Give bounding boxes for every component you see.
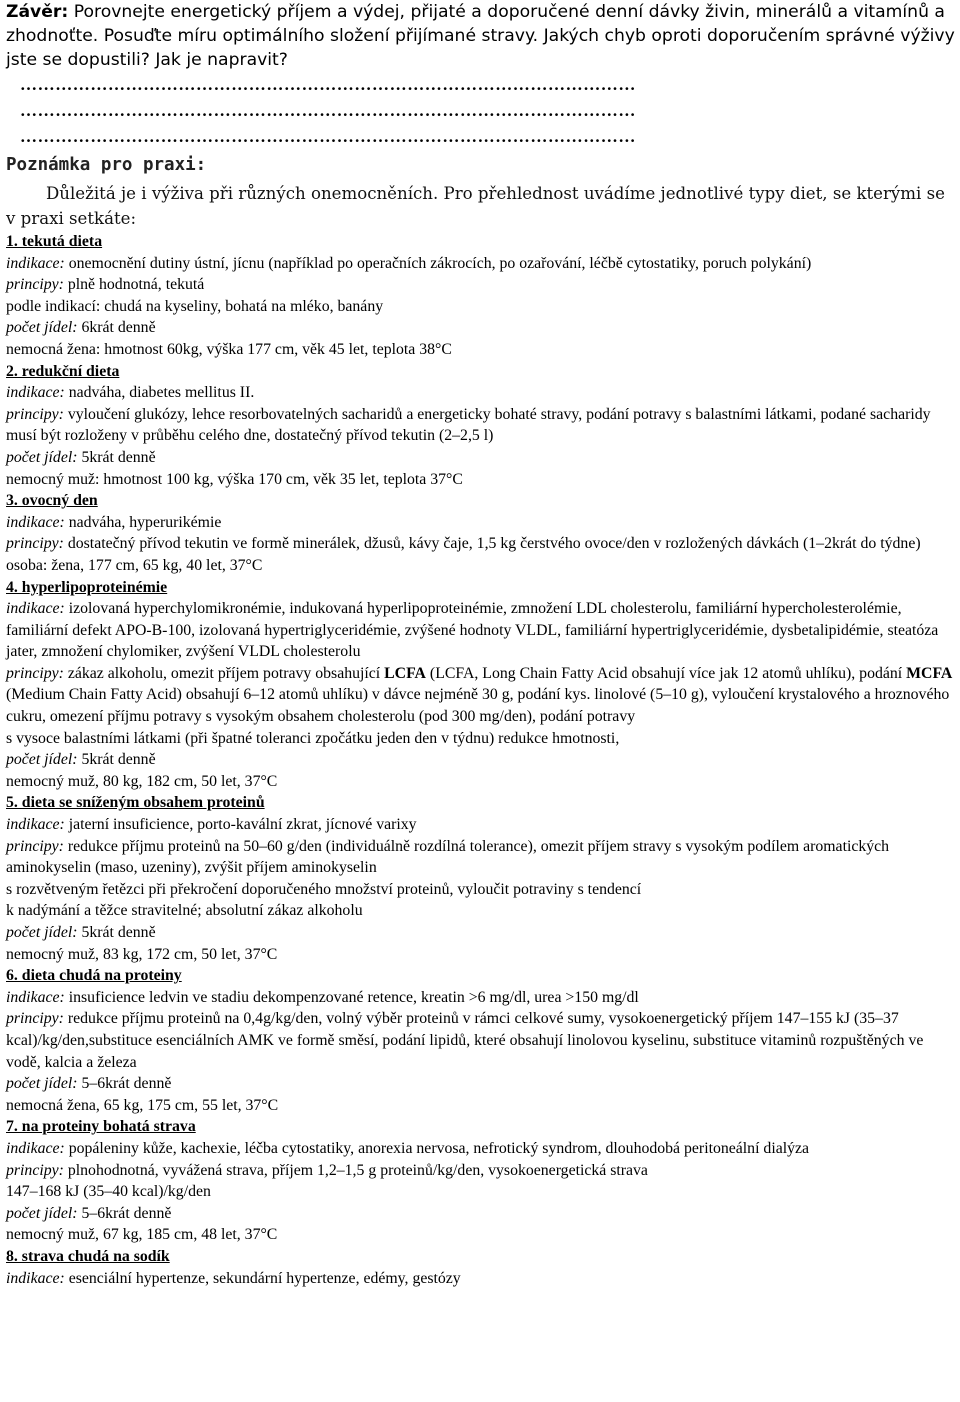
indication-label: indikace: <box>6 513 65 531</box>
meals-text: 5–6krát denně <box>77 1075 172 1093</box>
indication-text: izolovaná hyperchylomikronémie, indukovaná hyperlipoproteinémie, zmnožení LDL cholesterolu, familiární hypercholesterolémie, familiární defekt APO-B-100, izolovaná hypertriglyceridémie, zvýšené hodnoty VLDL, familiární hypertriglyceridémie, dysbetalipidémie, steatóza jater, zmnožení chylomiker, zvýšení VLDL cholesterolu <box>6 600 939 661</box>
indication-label: indikace: <box>6 988 65 1006</box>
principles-label: principy: <box>6 1010 64 1028</box>
indication-label: indikace: <box>6 384 65 402</box>
meals-label: počet jídel: <box>6 319 78 337</box>
conclusion-paragraph <box>6 0 956 72</box>
diet-title: 4. hyperlipoproteinémie <box>6 578 168 596</box>
conclusion-label: Závěr: <box>6 2 69 22</box>
note-intro <box>6 181 956 231</box>
meals-label: počet jídel: <box>6 924 78 941</box>
meals-text: 5krát denně <box>77 448 156 466</box>
principles-text: plně hodnotná, tekutá <box>63 276 205 294</box>
conclusion-text: Porovnejte energetický příjem a výdej, přijaté a doporučené denní dávky živin, minerálů a vitamínů a zhodnoťte. Posuďte míru optimálního složení přijímané stravy. Jakých chyb oproti doporučením správné výživy jste se dopustili? Jak je napravit? <box>6 2 955 70</box>
diet-indication <box>6 1268 956 1290</box>
meals-label: počet jídel: <box>6 1075 78 1093</box>
principles-label: principy: <box>6 664 64 682</box>
note-intro-text: Důležitá je i výživa při různých onemocněních. Pro přehlednost uvádíme jednotlivé typy diet, se kterými se v praxi setkáte: <box>6 184 945 228</box>
diet-meals <box>6 1203 956 1225</box>
indication-label: indikace: <box>6 600 65 618</box>
diet-principles <box>6 533 956 555</box>
diet-principles <box>6 274 956 296</box>
diet-indication <box>6 987 956 1009</box>
diet-meals <box>6 1073 956 1095</box>
indication-text: esenciální hypertenze, sekundární hypertenze, edémy, gestózy <box>64 1269 461 1287</box>
principles-label: principy: <box>6 535 64 553</box>
diet-extra: podle indikací: chudá na kyseliny, bohatá na mléko, banány <box>6 297 384 315</box>
meals-text: 5krát denně <box>77 751 156 769</box>
indication-text: jaterní insuficience, porto-kavální zkrat, jícnové varixy <box>64 816 417 834</box>
diet-principles <box>6 1008 956 1073</box>
indication-text: insuficience ledvin ve stadiu dekompenzované retence, kreatin >6 mg/dl, urea >150 mg/dl <box>64 988 639 1006</box>
note-heading: Poznámka pro praxi: <box>6 155 207 175</box>
mcfa-term: MCFA <box>906 664 953 682</box>
diet-indication <box>6 1138 956 1160</box>
principles-label: principy: <box>6 405 64 423</box>
diet-patient: nemocný muž, 80 kg, 182 cm, 50 let, 37°C <box>6 772 278 790</box>
diet-patient: nemocný muž, 67 kg, 185 cm, 48 let, 37°C <box>6 1226 278 1244</box>
diet-indication <box>6 253 956 275</box>
meals-text: 5–6krát denně <box>77 1204 172 1222</box>
diet-meals <box>6 317 956 339</box>
principles-label: principy: <box>6 1161 64 1179</box>
meals-label: počet jídel: <box>6 751 78 769</box>
diet-principles <box>6 836 956 879</box>
diet-title: 1. tekutá dieta <box>6 233 103 250</box>
diet-indication <box>6 382 956 404</box>
diet-principles <box>6 404 956 447</box>
diet-indication <box>6 814 956 836</box>
diet-patient: nemocná žena: hmotnost 60kg, výška 177 cm, věk 45 let, teplota 38°C <box>6 340 452 358</box>
diet-title: 8. strava chudá na sodík <box>6 1247 170 1265</box>
diet-title: 3. ovocný den <box>6 492 98 510</box>
diet-title: 7. na proteiny bohatá strava <box>6 1118 196 1136</box>
diet-title: 5. dieta se sníženým obsahem proteinů <box>6 794 265 812</box>
diet-patient: nemocná žena, 65 kg, 175 cm, 55 let, 37°C <box>6 1096 279 1114</box>
diet-patient: osoba: žena, 177 cm, 65 kg, 40 let, 37°C <box>6 556 263 574</box>
diet-indication <box>6 512 956 534</box>
meals-text: 6krát denně <box>77 319 156 337</box>
indication-text: onemocnění dutiny ústní, jícnu (například po operačních zákrocích, po ozařování, léčbě cytostatiky, poruch polykání) <box>64 254 812 272</box>
indication-text: nadváha, diabetes mellitus II. <box>64 384 255 402</box>
diet-list <box>6 231 956 1289</box>
diet-patient: nemocný muž: hmotnost 100 kg, výška 170 cm, věk 35 let, teplota 37°C <box>6 470 463 488</box>
diet-principles <box>6 663 956 728</box>
principles-text: redukce příjmu proteinů na 0,4g/kg/den, volný výběr proteinů v rámci celkové sumy, vysokoenergetický příjem 147–155 kJ (35–37 kcal)/kg/den,substituce esenciálních AMK ve formě směsí, podání lipidů, které obsahují linolovou kyselinu, substituce vitaminů rozpuštěných ve vodě, kalcia a železa <box>6 1010 924 1071</box>
principles-text: vyloučení glukózy, lehce resorbovatelných sacharidů a energeticky bohaté stravy, podání potravy s balastními látkami, podané sacharidy musí být rozloženy v průběhu celého dne, dostatečný přívod tekutin (2–2,5 l) <box>6 405 931 445</box>
diet-extra: k nadýmání a těžce stravitelné; absolutní zákaz alkoholu <box>6 902 363 920</box>
diet-indication <box>6 598 956 663</box>
lcfa-term: LCFA <box>384 664 426 682</box>
indication-label: indikace: <box>6 254 65 272</box>
answer-lines <box>6 72 956 150</box>
diet-meals <box>6 749 956 771</box>
principles-text: redukce příjmu proteinů na 50–60 g/den (individuálně rozdílná tolerance), omezit příjem stravy s vysokým podílem aromatických aminokyselin (maso, uzeniny), zvýšit příjem aminokyselin <box>6 837 890 877</box>
principles-label: principy: <box>6 837 64 855</box>
meals-label: počet jídel: <box>6 1204 78 1222</box>
indication-label: indikace: <box>6 816 65 834</box>
principles-label: principy: <box>6 276 64 294</box>
diet-meals <box>6 922 956 944</box>
principles-text: plnohodnotná, vyvážená strava, příjem 1,2–1,5 g proteinů/kg/den, vysokoenergetická strava <box>63 1161 648 1179</box>
diet-extra: s rozvětveným řetězci při překročení doporučeného množství proteinů, vyloučit potraviny s tendencí <box>6 880 642 898</box>
answer-line: …………………………………………………………………………………………… <box>20 75 636 94</box>
answer-line: …………………………………………………………………………………………… <box>20 101 636 120</box>
indication-text: nadváha, hyperurikémie <box>64 513 222 531</box>
principles-text: zákaz alkoholu, omezit příjem potravy obsahující <box>63 664 385 682</box>
principles-text: (Medium Chain Fatty Acid) obsahují 6–12 atomů uhlíku) v dávce nejméně 30 g, podání kys. linolové (5–10 g), vyloučení krystalového a hroznového cukru, omezení příjmu potravy s vysokým obsahem cholesterolu (pod 300 mg/den), podání potravy <box>6 686 950 726</box>
diet-meals <box>6 447 956 469</box>
diet-principles <box>6 1160 956 1182</box>
meals-text: 5krát denně <box>77 924 156 941</box>
principles-text: (LCFA, Long Chain Fatty Acid obsahují více jak 12 atomů uhlíku), podání <box>425 664 907 682</box>
diet-extra: 147–168 kJ (35–40 kcal)/kg/den <box>6 1183 211 1201</box>
diet-title: 6. dieta chudá na proteiny <box>6 967 182 985</box>
indication-label: indikace: <box>6 1269 65 1287</box>
answer-line: …………………………………………………………………………………………… <box>20 127 636 146</box>
diet-title: 2. redukční dieta <box>6 362 120 380</box>
meals-label: počet jídel: <box>6 448 78 466</box>
diet-patient: nemocný muž, 83 kg, 172 cm, 50 let, 37°C <box>6 945 278 963</box>
indication-label: indikace: <box>6 1139 65 1157</box>
diet-extra: s vysoce balastními látkami (při špatné toleranci zpočátku jeden den v týdnu) redukce hmotnosti, <box>6 729 620 747</box>
indication-text: popáleniny kůže, kachexie, léčba cytostatiky, anorexia nervosa, nefrotický syndrom, dlouhodobá peritoneální dialýza <box>64 1139 810 1157</box>
principles-text: dostatečný přívod tekutin ve formě minerálek, džusů, kávy čaje, 1,5 kg čerstvého ovoce/den v rozložených dávkách (1–2krát do týdne) <box>63 535 921 553</box>
